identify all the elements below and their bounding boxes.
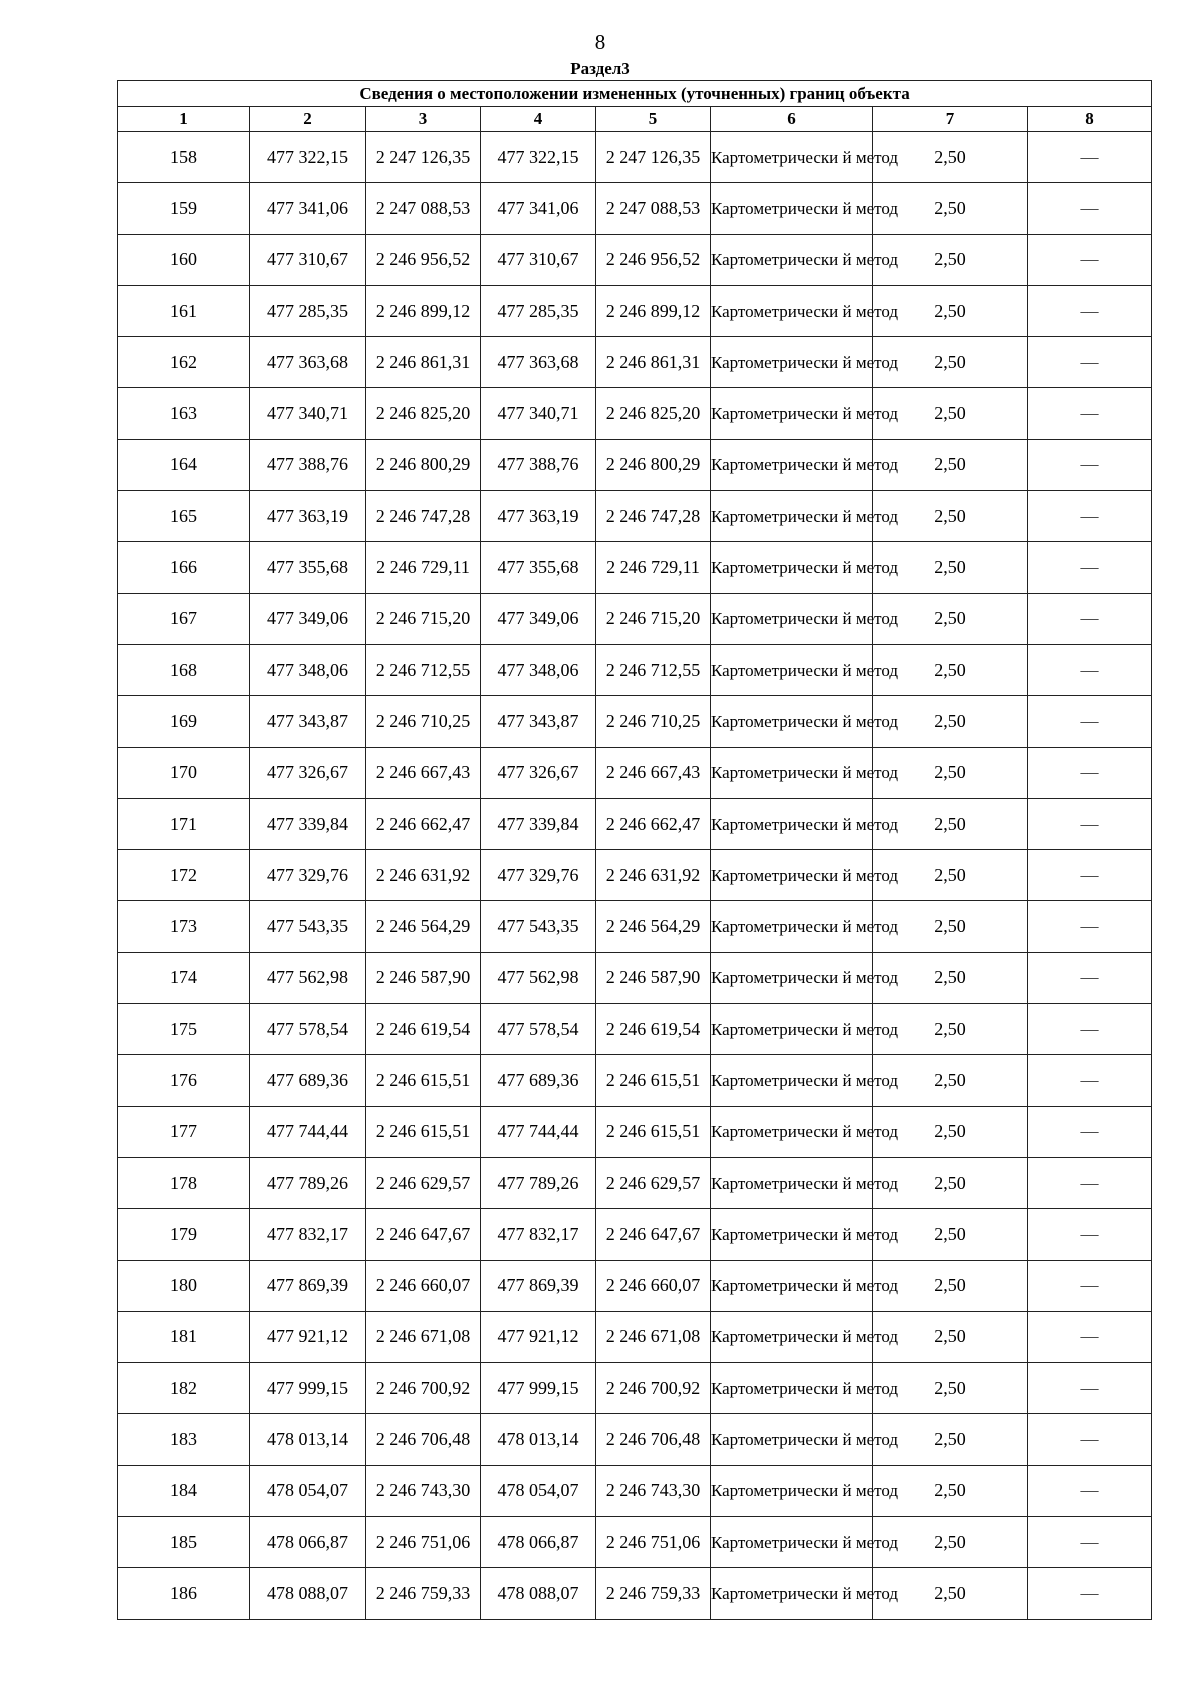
point-number-cell: 168 (118, 644, 250, 695)
x-coordinate-cell: 477 340,71 (250, 388, 366, 439)
x-coordinate-cell: 477 343,87 (481, 696, 596, 747)
note-cell: — (1028, 1363, 1152, 1414)
table-row (118, 1414, 1152, 1465)
y-coordinate-cell: 2 246 710,25 (366, 696, 481, 747)
x-coordinate-cell: 477 689,36 (250, 1055, 366, 1106)
method-cell: Картометрически й метод (711, 1209, 873, 1260)
y-coordinate-cell: 2 246 619,54 (596, 1004, 711, 1055)
x-coordinate-cell: 477 789,26 (250, 1157, 366, 1208)
method-cell: Картометрически й метод (711, 1106, 873, 1157)
x-coordinate-cell: 477 832,17 (250, 1209, 366, 1260)
table-row (118, 1260, 1152, 1311)
note-cell: — (1028, 132, 1152, 183)
table-row (118, 696, 1152, 747)
note-cell: — (1028, 1004, 1152, 1055)
method-cell: Картометрически й метод (711, 901, 873, 952)
y-coordinate-cell: 2 246 710,25 (596, 696, 711, 747)
point-number-cell: 176 (118, 1055, 250, 1106)
table-row (118, 1055, 1152, 1106)
method-cell: Картометрически й метод (711, 439, 873, 490)
point-number-cell: 180 (118, 1260, 250, 1311)
method-cell: Картометрически й метод (711, 952, 873, 1003)
method-cell: Картометрически й метод (711, 337, 873, 388)
point-number-cell: 160 (118, 234, 250, 285)
accuracy-cell: 2,50 (873, 952, 1028, 1003)
y-coordinate-cell: 2 246 743,30 (366, 1465, 481, 1516)
table-row (118, 1311, 1152, 1362)
accuracy-cell: 2,50 (873, 593, 1028, 644)
x-coordinate-cell: 477 789,26 (481, 1157, 596, 1208)
point-number-cell: 173 (118, 901, 250, 952)
x-coordinate-cell: 477 543,35 (481, 901, 596, 952)
method-cell: Картометрически й метод (711, 388, 873, 439)
table-row (118, 183, 1152, 234)
x-coordinate-cell: 477 921,12 (250, 1311, 366, 1362)
y-coordinate-cell: 2 246 615,51 (596, 1106, 711, 1157)
column-number: 6 (711, 107, 873, 132)
x-coordinate-cell: 477 326,67 (481, 747, 596, 798)
accuracy-cell: 2,50 (873, 1414, 1028, 1465)
table-caption: Сведения о местоположении измененных (уточненных) границ объекта (118, 81, 1152, 107)
x-coordinate-cell: 478 054,07 (481, 1465, 596, 1516)
y-coordinate-cell: 2 246 729,11 (366, 542, 481, 593)
point-number-cell: 161 (118, 285, 250, 336)
point-number-cell: 166 (118, 542, 250, 593)
x-coordinate-cell: 477 329,76 (250, 850, 366, 901)
column-number: 5 (596, 107, 711, 132)
accuracy-cell: 2,50 (873, 1568, 1028, 1619)
x-coordinate-cell: 477 562,98 (481, 952, 596, 1003)
table-row (118, 542, 1152, 593)
y-coordinate-cell: 2 246 800,29 (596, 439, 711, 490)
point-number-cell: 186 (118, 1568, 250, 1619)
method-cell: Картометрически й метод (711, 132, 873, 183)
x-coordinate-cell: 478 013,14 (481, 1414, 596, 1465)
method-cell: Картометрически й метод (711, 1363, 873, 1414)
table-row (118, 388, 1152, 439)
method-cell: Картометрически й метод (711, 644, 873, 695)
accuracy-cell: 2,50 (873, 439, 1028, 490)
note-cell: — (1028, 1055, 1152, 1106)
y-coordinate-cell: 2 246 615,51 (596, 1055, 711, 1106)
point-number-cell: 174 (118, 952, 250, 1003)
note-cell: — (1028, 1157, 1152, 1208)
method-cell: Картометрически й метод (711, 183, 873, 234)
method-cell: Картометрически й метод (711, 593, 873, 644)
y-coordinate-cell: 2 246 751,06 (366, 1517, 481, 1568)
y-coordinate-cell: 2 246 715,20 (366, 593, 481, 644)
x-coordinate-cell: 477 329,76 (481, 850, 596, 901)
y-coordinate-cell: 2 246 729,11 (596, 542, 711, 593)
point-number-cell: 182 (118, 1363, 250, 1414)
x-coordinate-cell: 477 343,87 (250, 696, 366, 747)
accuracy-cell: 2,50 (873, 1209, 1028, 1260)
point-number-cell: 184 (118, 1465, 250, 1516)
note-cell: — (1028, 234, 1152, 285)
y-coordinate-cell: 2 246 700,92 (366, 1363, 481, 1414)
method-cell: Картометрически й метод (711, 542, 873, 593)
y-coordinate-cell: 2 246 743,30 (596, 1465, 711, 1516)
y-coordinate-cell: 2 246 759,33 (596, 1568, 711, 1619)
point-number-cell: 167 (118, 593, 250, 644)
accuracy-cell: 2,50 (873, 183, 1028, 234)
note-cell: — (1028, 542, 1152, 593)
y-coordinate-cell: 2 246 671,08 (366, 1311, 481, 1362)
method-cell: Картометрически й метод (711, 1517, 873, 1568)
method-cell: Картометрически й метод (711, 747, 873, 798)
accuracy-cell: 2,50 (873, 850, 1028, 901)
accuracy-cell: 2,50 (873, 747, 1028, 798)
x-coordinate-cell: 478 066,87 (250, 1517, 366, 1568)
y-coordinate-cell: 2 246 587,90 (366, 952, 481, 1003)
y-coordinate-cell: 2 246 619,54 (366, 1004, 481, 1055)
note-cell: — (1028, 952, 1152, 1003)
accuracy-cell: 2,50 (873, 1311, 1028, 1362)
table-row (118, 798, 1152, 849)
accuracy-cell: 2,50 (873, 798, 1028, 849)
note-cell: — (1028, 183, 1152, 234)
y-coordinate-cell: 2 246 631,92 (366, 850, 481, 901)
method-cell: Картометрически й метод (711, 1414, 873, 1465)
table-row (118, 337, 1152, 388)
method-cell: Картометрически й метод (711, 1157, 873, 1208)
method-cell: Картометрически й метод (711, 1004, 873, 1055)
y-coordinate-cell: 2 246 899,12 (596, 285, 711, 336)
note-cell: — (1028, 1260, 1152, 1311)
x-coordinate-cell: 477 999,15 (250, 1363, 366, 1414)
x-coordinate-cell: 477 322,15 (481, 132, 596, 183)
point-number-cell: 178 (118, 1157, 250, 1208)
note-cell: — (1028, 798, 1152, 849)
x-coordinate-cell: 477 341,06 (250, 183, 366, 234)
table-row (118, 850, 1152, 901)
x-coordinate-cell: 477 869,39 (250, 1260, 366, 1311)
column-number: 8 (1028, 107, 1152, 132)
x-coordinate-cell: 478 054,07 (250, 1465, 366, 1516)
x-coordinate-cell: 477 388,76 (250, 439, 366, 490)
x-coordinate-cell: 477 339,84 (481, 798, 596, 849)
y-coordinate-cell: 2 246 759,33 (366, 1568, 481, 1619)
y-coordinate-cell: 2 246 564,29 (596, 901, 711, 952)
y-coordinate-cell: 2 246 706,48 (366, 1414, 481, 1465)
method-cell: Картометрически й метод (711, 798, 873, 849)
note-cell: — (1028, 850, 1152, 901)
y-coordinate-cell: 2 246 800,29 (366, 439, 481, 490)
point-number-cell: 159 (118, 183, 250, 234)
x-coordinate-cell: 477 363,19 (481, 491, 596, 542)
y-coordinate-cell: 2 246 587,90 (596, 952, 711, 1003)
table-row (118, 952, 1152, 1003)
y-coordinate-cell: 2 246 706,48 (596, 1414, 711, 1465)
x-coordinate-cell: 477 355,68 (250, 542, 366, 593)
note-cell: — (1028, 285, 1152, 336)
accuracy-cell: 2,50 (873, 1157, 1028, 1208)
y-coordinate-cell: 2 246 667,43 (596, 747, 711, 798)
accuracy-cell: 2,50 (873, 901, 1028, 952)
x-coordinate-cell: 477 349,06 (250, 593, 366, 644)
table-row (118, 1517, 1152, 1568)
y-coordinate-cell: 2 246 662,47 (366, 798, 481, 849)
note-cell: — (1028, 1209, 1152, 1260)
table-row (118, 491, 1152, 542)
point-number-cell: 158 (118, 132, 250, 183)
table-row (118, 1568, 1152, 1619)
y-coordinate-cell: 2 246 615,51 (366, 1106, 481, 1157)
y-coordinate-cell: 2 246 660,07 (366, 1260, 481, 1311)
y-coordinate-cell: 2 246 715,20 (596, 593, 711, 644)
point-number-cell: 172 (118, 850, 250, 901)
y-coordinate-cell: 2 246 671,08 (596, 1311, 711, 1362)
note-cell: — (1028, 1311, 1152, 1362)
accuracy-cell: 2,50 (873, 234, 1028, 285)
accuracy-cell: 2,50 (873, 132, 1028, 183)
point-number-cell: 175 (118, 1004, 250, 1055)
x-coordinate-cell: 478 088,07 (250, 1568, 366, 1619)
note-cell: — (1028, 696, 1152, 747)
x-coordinate-cell: 477 578,54 (481, 1004, 596, 1055)
note-cell: — (1028, 1465, 1152, 1516)
accuracy-cell: 2,50 (873, 1517, 1028, 1568)
point-number-cell: 164 (118, 439, 250, 490)
note-cell: — (1028, 1568, 1152, 1619)
y-coordinate-cell: 2 246 747,28 (596, 491, 711, 542)
accuracy-cell: 2,50 (873, 1465, 1028, 1516)
x-coordinate-cell: 477 832,17 (481, 1209, 596, 1260)
point-number-cell: 169 (118, 696, 250, 747)
y-coordinate-cell: 2 246 825,20 (596, 388, 711, 439)
x-coordinate-cell: 478 088,07 (481, 1568, 596, 1619)
y-coordinate-cell: 2 247 088,53 (366, 183, 481, 234)
column-number: 4 (481, 107, 596, 132)
method-cell: Картометрически й метод (711, 491, 873, 542)
table-row (118, 132, 1152, 183)
method-cell: Картометрически й метод (711, 1311, 873, 1362)
y-coordinate-cell: 2 246 825,20 (366, 388, 481, 439)
y-coordinate-cell: 2 246 956,52 (596, 234, 711, 285)
x-coordinate-cell: 477 348,06 (481, 644, 596, 695)
y-coordinate-cell: 2 246 660,07 (596, 1260, 711, 1311)
section-title: Раздел3 (570, 59, 630, 78)
table-row (118, 439, 1152, 490)
table-row (118, 1465, 1152, 1516)
x-coordinate-cell: 477 326,67 (250, 747, 366, 798)
y-coordinate-cell: 2 246 647,67 (596, 1209, 711, 1260)
y-coordinate-cell: 2 246 747,28 (366, 491, 481, 542)
y-coordinate-cell: 2 246 751,06 (596, 1517, 711, 1568)
method-cell: Картометрически й метод (711, 1465, 873, 1516)
x-coordinate-cell: 477 689,36 (481, 1055, 596, 1106)
y-coordinate-cell: 2 246 700,92 (596, 1363, 711, 1414)
x-coordinate-cell: 477 310,67 (481, 234, 596, 285)
method-cell: Картометрически й метод (711, 696, 873, 747)
accuracy-cell: 2,50 (873, 696, 1028, 747)
note-cell: — (1028, 644, 1152, 695)
note-cell: — (1028, 1414, 1152, 1465)
point-number-cell: 163 (118, 388, 250, 439)
table-row (118, 644, 1152, 695)
y-coordinate-cell: 2 246 629,57 (366, 1157, 481, 1208)
point-number-cell: 183 (118, 1414, 250, 1465)
note-cell: — (1028, 439, 1152, 490)
x-coordinate-cell: 477 363,19 (250, 491, 366, 542)
table-caption-row (118, 81, 1152, 107)
table-row (118, 1209, 1152, 1260)
table-body (118, 132, 1152, 1620)
page-number: 8 (594, 30, 606, 54)
y-coordinate-cell: 2 246 647,67 (366, 1209, 481, 1260)
point-number-cell: 185 (118, 1517, 250, 1568)
x-coordinate-cell: 477 341,06 (481, 183, 596, 234)
column-number-row (118, 107, 1152, 132)
point-number-cell: 171 (118, 798, 250, 849)
y-coordinate-cell: 2 246 899,12 (366, 285, 481, 336)
note-cell: — (1028, 337, 1152, 388)
y-coordinate-cell: 2 246 861,31 (366, 337, 481, 388)
y-coordinate-cell: 2 247 088,53 (596, 183, 711, 234)
x-coordinate-cell: 477 310,67 (250, 234, 366, 285)
y-coordinate-cell: 2 246 712,55 (596, 644, 711, 695)
note-cell: — (1028, 1106, 1152, 1157)
point-number-cell: 162 (118, 337, 250, 388)
table-row (118, 285, 1152, 336)
note-cell: — (1028, 388, 1152, 439)
y-coordinate-cell: 2 246 629,57 (596, 1157, 711, 1208)
accuracy-cell: 2,50 (873, 1055, 1028, 1106)
x-coordinate-cell: 477 744,44 (250, 1106, 366, 1157)
accuracy-cell: 2,50 (873, 542, 1028, 593)
x-coordinate-cell: 477 348,06 (250, 644, 366, 695)
table-row (118, 593, 1152, 644)
table-row (118, 1004, 1152, 1055)
accuracy-cell: 2,50 (873, 1004, 1028, 1055)
y-coordinate-cell: 2 246 956,52 (366, 234, 481, 285)
table-row (118, 234, 1152, 285)
column-number: 2 (250, 107, 366, 132)
note-cell: — (1028, 491, 1152, 542)
method-cell: Картометрически й метод (711, 1055, 873, 1106)
accuracy-cell: 2,50 (873, 1106, 1028, 1157)
column-number: 7 (873, 107, 1028, 132)
accuracy-cell: 2,50 (873, 1363, 1028, 1414)
y-coordinate-cell: 2 246 861,31 (596, 337, 711, 388)
accuracy-cell: 2,50 (873, 644, 1028, 695)
y-coordinate-cell: 2 246 712,55 (366, 644, 481, 695)
x-coordinate-cell: 477 355,68 (481, 542, 596, 593)
y-coordinate-cell: 2 247 126,35 (596, 132, 711, 183)
x-coordinate-cell: 477 339,84 (250, 798, 366, 849)
table-row (118, 747, 1152, 798)
x-coordinate-cell: 478 066,87 (481, 1517, 596, 1568)
x-coordinate-cell: 477 744,44 (481, 1106, 596, 1157)
x-coordinate-cell: 477 363,68 (481, 337, 596, 388)
table-row (118, 1363, 1152, 1414)
table-row (118, 1157, 1152, 1208)
table-row (118, 901, 1152, 952)
x-coordinate-cell: 477 322,15 (250, 132, 366, 183)
method-cell: Картометрически й метод (711, 234, 873, 285)
y-coordinate-cell: 2 246 615,51 (366, 1055, 481, 1106)
y-coordinate-cell: 2 246 564,29 (366, 901, 481, 952)
x-coordinate-cell: 477 869,39 (481, 1260, 596, 1311)
accuracy-cell: 2,50 (873, 491, 1028, 542)
x-coordinate-cell: 477 999,15 (481, 1363, 596, 1414)
x-coordinate-cell: 477 562,98 (250, 952, 366, 1003)
x-coordinate-cell: 477 363,68 (250, 337, 366, 388)
x-coordinate-cell: 478 013,14 (250, 1414, 366, 1465)
note-cell: — (1028, 593, 1152, 644)
column-number: 1 (118, 107, 250, 132)
accuracy-cell: 2,50 (873, 285, 1028, 336)
method-cell: Картометрически й метод (711, 285, 873, 336)
method-cell: Картометрически й метод (711, 850, 873, 901)
note-cell: — (1028, 747, 1152, 798)
accuracy-cell: 2,50 (873, 337, 1028, 388)
y-coordinate-cell: 2 247 126,35 (366, 132, 481, 183)
accuracy-cell: 2,50 (873, 388, 1028, 439)
x-coordinate-cell: 477 921,12 (481, 1311, 596, 1362)
point-number-cell: 179 (118, 1209, 250, 1260)
accuracy-cell: 2,50 (873, 1260, 1028, 1311)
x-coordinate-cell: 477 285,35 (481, 285, 596, 336)
x-coordinate-cell: 477 340,71 (481, 388, 596, 439)
point-number-cell: 181 (118, 1311, 250, 1362)
method-cell: Картометрически й метод (711, 1568, 873, 1619)
table-row (118, 1106, 1152, 1157)
y-coordinate-cell: 2 246 631,92 (596, 850, 711, 901)
point-number-cell: 170 (118, 747, 250, 798)
point-number-cell: 177 (118, 1106, 250, 1157)
x-coordinate-cell: 477 388,76 (481, 439, 596, 490)
method-cell: Картометрически й метод (711, 1260, 873, 1311)
y-coordinate-cell: 2 246 662,47 (596, 798, 711, 849)
coordinates-table (117, 80, 1152, 1620)
x-coordinate-cell: 477 349,06 (481, 593, 596, 644)
note-cell: — (1028, 901, 1152, 952)
x-coordinate-cell: 477 578,54 (250, 1004, 366, 1055)
x-coordinate-cell: 477 285,35 (250, 285, 366, 336)
note-cell: — (1028, 1517, 1152, 1568)
x-coordinate-cell: 477 543,35 (250, 901, 366, 952)
point-number-cell: 165 (118, 491, 250, 542)
y-coordinate-cell: 2 246 667,43 (366, 747, 481, 798)
column-number: 3 (366, 107, 481, 132)
